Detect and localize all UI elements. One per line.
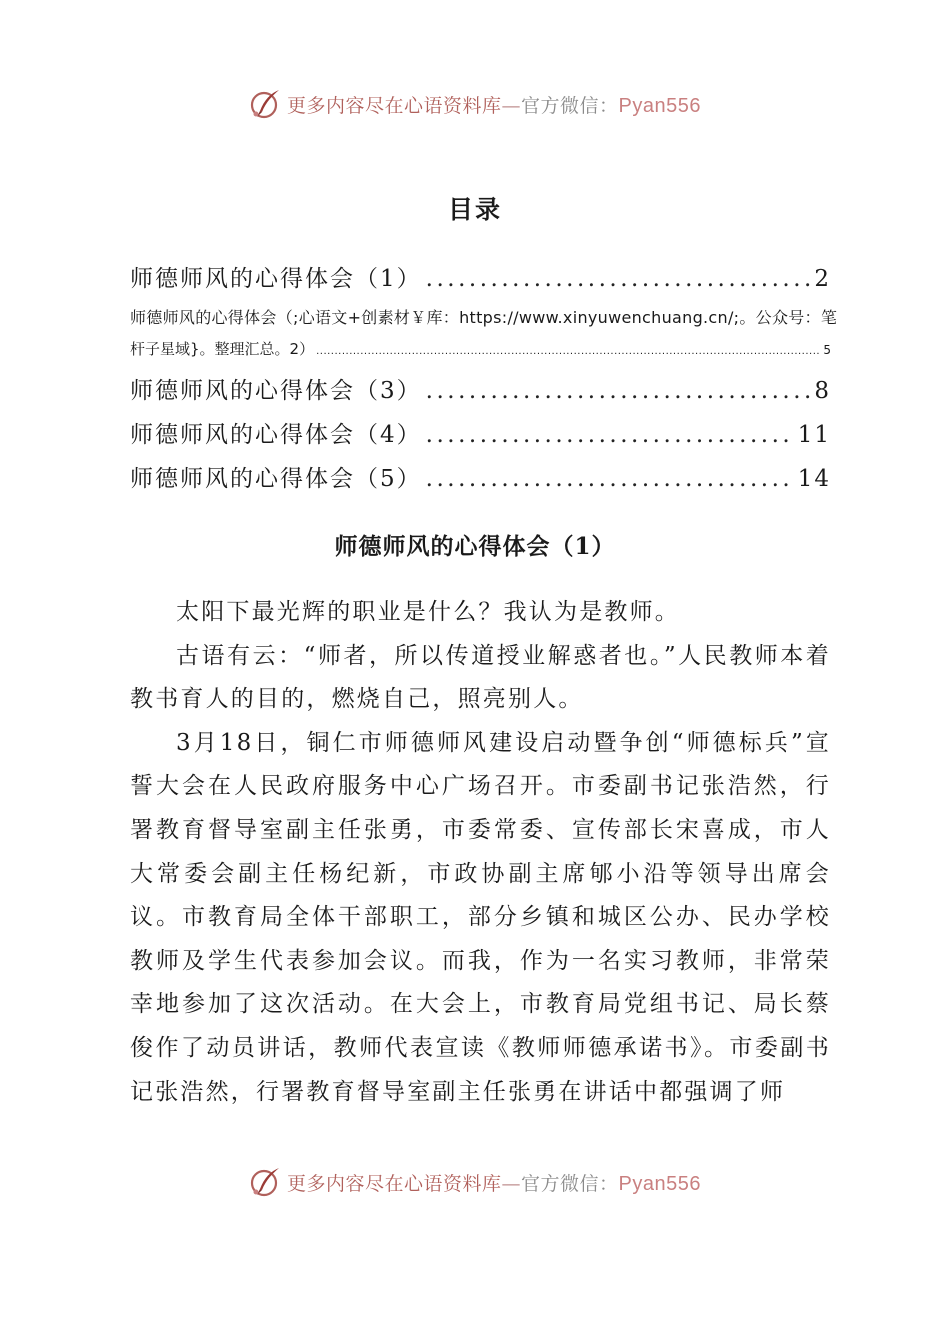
toc-entry-page: 11 xyxy=(797,422,831,448)
toc-entry-5[interactable] xyxy=(130,460,831,493)
header-banner-label: 官方微信： xyxy=(521,94,619,117)
toc-entry-4[interactable] xyxy=(130,416,831,449)
toc-leader-dots xyxy=(426,466,794,492)
toc-entry-title: 师德师风的心得体会（5） xyxy=(130,466,422,492)
toc-entry-title: 师德师风的心得体会（4） xyxy=(130,422,422,448)
footer-banner-separator: — xyxy=(501,1172,522,1195)
footer-banner-label: 官方微信： xyxy=(521,1172,619,1195)
toc-entry-title: 师德师风的心得体会（1） xyxy=(130,266,422,292)
body-paragraph-3: 3月18日，铜仁市师德师风建设启动暨争创“师德标兵”宣誓大会在人民政府服务中心广场召开。市委副书记张浩然，行署教育督导室副主任张勇，市委常委、宣传部长宋喜成，市人大常委会副主任杨纪新，市政协副主席郇小沿等领导出席会议。市教育局全体干部职工，部分乡镇和城区公办、民办学校教师及学生代表参加会议。而我，作为一名实习教师，非常荣幸地参加了这次活动。在大会上，市教育局党组书记、局长蔡俊作了动员讲话，教师代表宣读《教师师德承诺书》。市委副书记张浩然，行署教育督导室副主任张勇在讲话中都强调了师 xyxy=(130,729,831,1105)
toc-entry-page: 14 xyxy=(797,466,831,492)
toc-entry-3[interactable] xyxy=(130,372,831,405)
toc-entry-title-line2: 杆子星域}。整理汇总。2） xyxy=(130,340,315,358)
toc-title: 目录 xyxy=(447,195,502,224)
header-banner xyxy=(0,84,950,124)
toc-entry-title: 师德师风的心得体会（3） xyxy=(130,378,422,404)
header-banner-main: 更多内容尽在心语资料库 xyxy=(287,94,502,117)
toc-leader-dots xyxy=(426,266,811,292)
header-banner-id: Pyan556 xyxy=(618,94,701,117)
toc-leader-dots xyxy=(316,346,821,357)
header-banner-text xyxy=(287,91,701,118)
body-paragraph-2: 古语有云：“师者，所以传道授业解惑者也。”人民教师本着教书育人的目的，燃烧自己，照亮别人。 xyxy=(130,642,831,713)
quill-pen-logo-icon xyxy=(249,87,283,121)
body-paragraph-1: 太阳下最光辉的职业是什么？我认为是教师。 xyxy=(176,599,680,625)
footer-banner-id: Pyan556 xyxy=(618,1172,701,1195)
toc-entry-page: 8 xyxy=(814,378,831,404)
quill-pen-logo-icon xyxy=(249,1165,283,1199)
section-title: 师德师风的心得体会（1） xyxy=(334,533,616,560)
footer-banner xyxy=(0,1162,950,1202)
header-banner-separator: — xyxy=(501,94,522,117)
footer-banner-text xyxy=(287,1169,701,1196)
toc-entry-title-line1: 师德师风的心得体会（;心语文+创素材￥库：https://www.xinyuwenchuang.cn/;。公众号：笔 xyxy=(130,308,838,327)
toc-entry-line2 xyxy=(130,338,831,359)
toc-leader-dots xyxy=(426,378,811,404)
body-text xyxy=(130,591,831,1114)
toc-entry-page: 2 xyxy=(814,266,831,292)
toc-leader-dots xyxy=(426,422,794,448)
toc-entry-page: 5 xyxy=(823,343,831,357)
toc-entry-1[interactable] xyxy=(130,260,831,293)
footer-banner-main: 更多内容尽在心语资料库 xyxy=(287,1172,502,1195)
